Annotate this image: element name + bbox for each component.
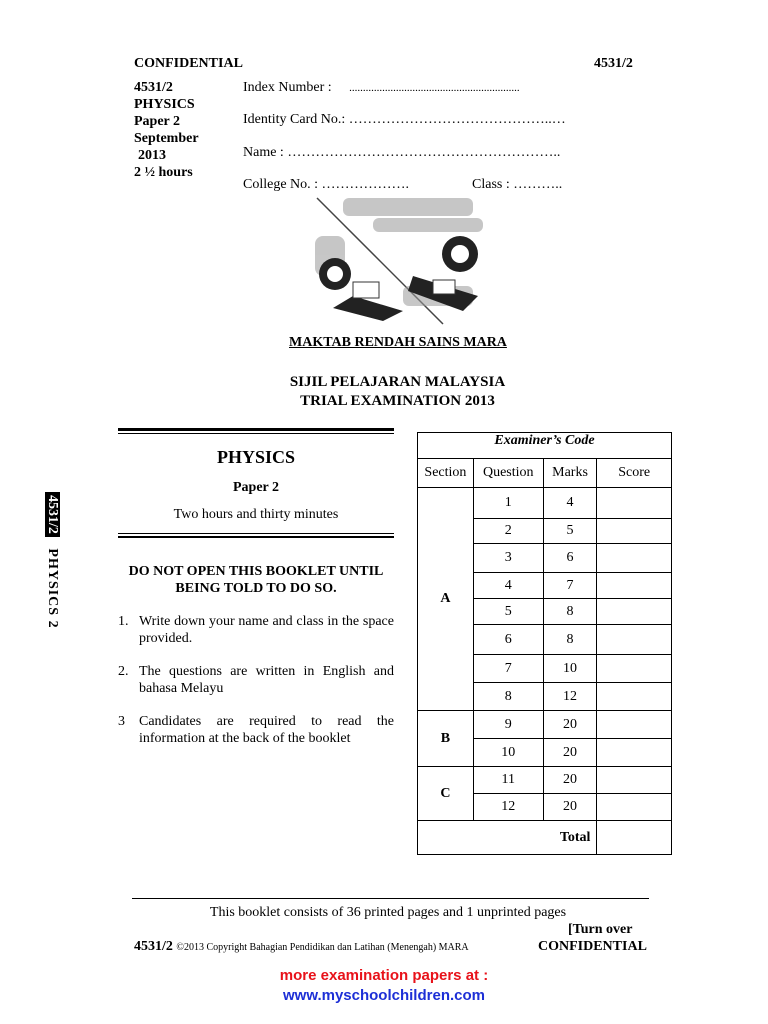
question-cell: 11 — [473, 767, 543, 794]
promo-text: more examination papers at : — [279, 967, 489, 984]
mara-logo-image — [313, 196, 493, 326]
instruction-text: Write down your name and class in the space provided. — [139, 614, 394, 646]
score-cell[interactable] — [597, 599, 672, 625]
class-field[interactable]: Class : ……….. — [472, 177, 563, 192]
instruction-number: 2. — [118, 664, 129, 679]
meta-month: September — [134, 131, 199, 146]
warning-line1: DO NOT OPEN THIS BOOKLET UNTIL — [128, 564, 384, 579]
confidential-label: CONFIDENTIAL — [134, 56, 243, 71]
paper-meta — [134, 79, 199, 181]
index-number-dots: .............................................................. — [349, 82, 520, 94]
meta-paper: Paper 2 — [134, 114, 181, 129]
marks-cell: 5 — [543, 519, 597, 544]
marks-cell: 20 — [543, 794, 597, 821]
institution-name: MAKTAB RENDAH SAINS MARA — [289, 335, 507, 350]
side-label-subject: PHYSICS 2 — [45, 548, 60, 629]
score-cell[interactable] — [597, 683, 672, 711]
instruction-text: The questions are written in English and bahasa Melayu — [139, 664, 394, 696]
question-cell: 8 — [473, 683, 543, 711]
instruction-item — [118, 663, 394, 697]
instruction-item — [118, 613, 394, 647]
score-cell[interactable] — [597, 794, 672, 821]
footer-code: 4531/2 — [134, 939, 173, 954]
score-cell[interactable] — [597, 573, 672, 599]
question-cell: 5 — [473, 599, 543, 625]
marks-cell: 8 — [543, 599, 597, 625]
score-cell[interactable] — [597, 488, 672, 519]
bottom-rule-thin — [118, 533, 394, 534]
header-score: Score — [597, 459, 672, 488]
warning-text — [118, 563, 394, 597]
instruction-number: 1. — [118, 614, 129, 629]
question-cell: 9 — [473, 711, 543, 739]
top-rule-thin — [118, 433, 394, 434]
question-cell: 7 — [473, 655, 543, 683]
meta-duration: 2 ½ hours — [134, 165, 193, 180]
page-count-text: This booklet consists of 36 printed pages and 1 unprinted pages — [209, 905, 567, 920]
name-field[interactable]: Name : ………………………………………………….. — [243, 145, 561, 160]
instruction-item — [118, 713, 394, 747]
marks-cell: 8 — [543, 625, 597, 655]
marks-cell: 20 — [543, 739, 597, 767]
score-cell[interactable] — [597, 544, 672, 573]
section-a: A — [418, 488, 474, 711]
question-cell: 2 — [473, 519, 543, 544]
section-c: C — [418, 767, 474, 821]
meta-year: 2013 — [138, 148, 166, 163]
marks-cell: 6 — [543, 544, 597, 573]
marks-cell: 7 — [543, 573, 597, 599]
warning-line2: BEING TOLD TO DO SO. — [175, 581, 337, 596]
footer-confidential: CONFIDENTIAL — [538, 939, 647, 954]
header-marks: Marks — [543, 459, 597, 488]
college-number-field[interactable]: College No. : ………………. — [243, 177, 410, 192]
marks-cell: 4 — [543, 488, 597, 519]
question-cell: 6 — [473, 625, 543, 655]
paper-number: Paper 2 — [232, 480, 279, 495]
side-label-code: 4531/2 — [45, 492, 60, 537]
score-cell[interactable] — [597, 711, 672, 739]
footer-copyright: ©2013 Copyright Bahagian Pendidikan dan Latihan (Menengah) MARA — [176, 942, 469, 953]
score-cell[interactable] — [597, 625, 672, 655]
footer-rule — [132, 898, 649, 899]
marks-cell: 20 — [543, 767, 597, 794]
index-number-label: Index Number : — [243, 80, 332, 95]
meta-code: 4531/2 — [134, 80, 173, 95]
promo-url-link[interactable]: www.myschoolchildren.com — [283, 987, 485, 1004]
subject-title: PHYSICS — [216, 447, 296, 467]
header-section: Section — [418, 459, 474, 488]
question-cell: 3 — [473, 544, 543, 573]
table-title: Examiner’s Code — [418, 433, 672, 459]
question-cell: 1 — [473, 488, 543, 519]
instruction-text: Candidates are required to read the information at the back of the booklet — [139, 714, 394, 746]
question-cell: 10 — [473, 739, 543, 767]
exam-title-line2: TRIAL EXAMINATION 2013 — [300, 393, 495, 409]
examiner-code-table — [417, 432, 672, 855]
score-cell[interactable] — [597, 767, 672, 794]
identity-card-field[interactable]: Identity Card No.: ……………………………………..… — [243, 112, 566, 127]
total-label: Total — [418, 821, 597, 855]
header-question: Question — [473, 459, 543, 488]
score-cell[interactable] — [597, 655, 672, 683]
score-cell[interactable] — [597, 739, 672, 767]
top-rule — [118, 428, 394, 431]
instructions-list — [118, 613, 394, 747]
question-cell: 12 — [473, 794, 543, 821]
section-b: B — [418, 711, 474, 767]
meta-subject: PHYSICS — [134, 97, 195, 112]
bottom-rule — [118, 536, 394, 538]
marks-cell: 10 — [543, 655, 597, 683]
turn-over-text: [Turn over — [568, 922, 633, 937]
marks-cell: 20 — [543, 711, 597, 739]
total-score-cell[interactable] — [597, 821, 672, 855]
instruction-number: 3 — [118, 714, 125, 729]
side-label — [44, 492, 60, 629]
footer-copyright-line — [134, 939, 469, 955]
exam-title-line1: SIJIL PELAJARAN MALAYSIA — [289, 374, 506, 390]
marks-cell: 12 — [543, 683, 597, 711]
index-number-field[interactable] — [243, 80, 520, 96]
question-cell: 4 — [473, 573, 543, 599]
score-cell[interactable] — [597, 519, 672, 544]
duration-text: Two hours and thirty minutes — [173, 507, 339, 522]
paper-code: 4531/2 — [594, 56, 633, 71]
